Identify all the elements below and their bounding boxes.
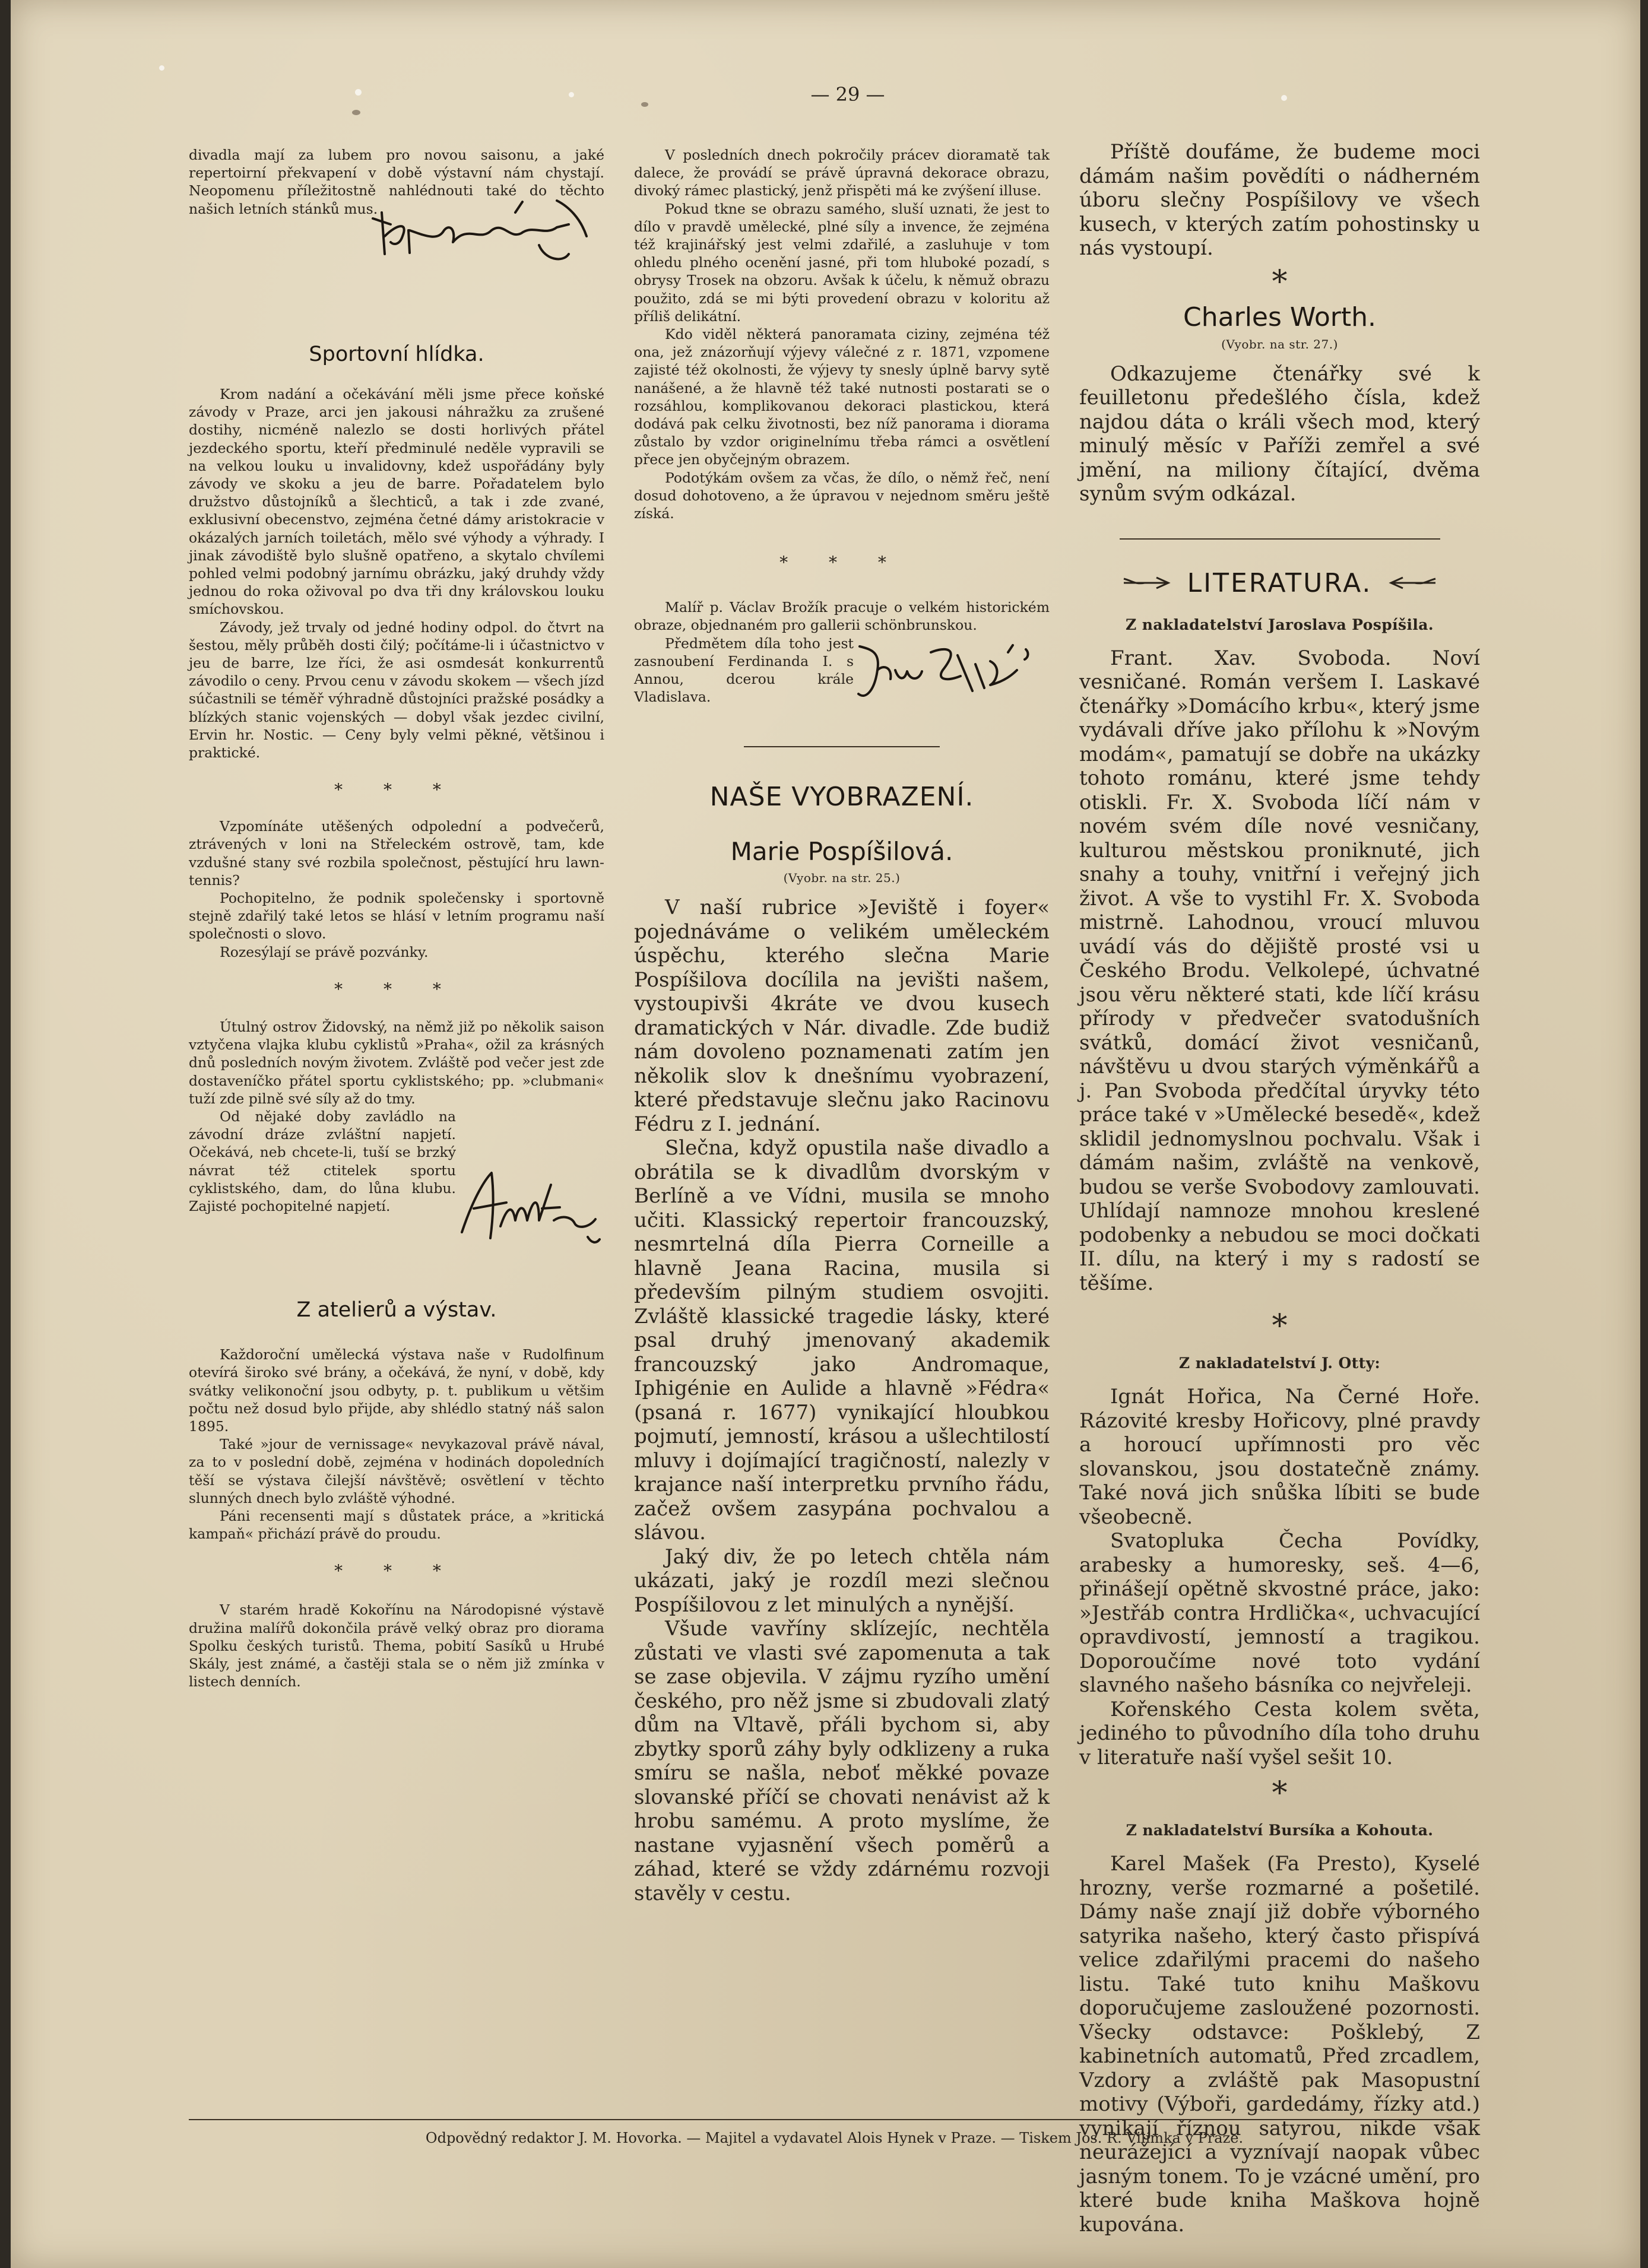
publisher-heading-pospisil: Z nakladatelství Jaroslava Pospíšila. [1125,616,1434,633]
review-paragraph: Frant. Xav. Svoboda. Noví vesničané. Román veršem I. Laskavé čtenářky »Domácího krbu«, který jsme vydávali dříve jako přílohu k »Novým modám«, pamatují se dobře na ukázky tohoto románu, které jsme tehdy otiskli. Fr. X. Svoboda líčí nám v novém svém díle nové vesničany, kulturou městskou proniknuté, jich snahy a touhy, vnitřní i veřejný jich život. A vše to vystihl Fr. X. Svoboda mistrně. Lahodnou, vroucí mluvou uvádí vás do dějiště prosté vsi u Českého Brodu. Velkolepé, úchvatné jsou věru některé stati, kde líčí krásu přírody v předvečer svatodušních svátků, domácí život vesničanů, návštěvu u dvou starých výměnkářů a j. Pan Svoboda předčítal úryvky této práce také v »Umělecké besedě«, kdež sklidil jednomyslnou pochvalu. Však i dámám našim, zvláště na venkově, budou se verše Svobodovy zamlouvati. Uhlídají namnoze mnohou kreslené podobenky a nebudou se moci dočkati II. dílu, na který i my s radostí se těšíme. [1079,646,1480,1295]
column-3 [1079,140,1480,2237]
review-paragraph: Ignát Hořica, Na Černé Hoře. Rázovité kresby Hořicovy, plné pravdy a horoucí upřímnosti pro věc slovanskou, jsou dostatečně známy. Také nová jich snůška líbiti se bude všeobecně. [1079,1385,1480,1529]
footer-rule [189,2119,1480,2120]
diorama-paragraph: Kdo viděl některá panoramata ciziny, zejména též ona, jež znázorňují výjevy válečné z r. 1871, vzpomene zajisté též okolnosti, že výjevy ty snesly úplně barvy sytě nanášené, a že hlavně též také nutnosti postarati se o rozsáhlou, komplikovanou dekoraci plastickou, která dodává pak celku životnosti, bez níž panorama i diorama zůstalo by vzdor originelnímu třeba rámci a osvětlení přece jen obyčejným obrazem. [634,326,1050,468]
review-paragraph: Karel Mašek (Fa Presto), Kyselé hrozny, verše rozmarné a pošetilé. Dámy naše znají již dobře výborného satyrika našeho, který často přispívá velice zdařilými pracemi do našeho listu. Také tuto knihu Maškovu doporučujeme zasloužené pozornosti. Všecky odstavce: Pošklebý, Z kabinetních automatů, Před zrcadlem, Vzdory a zvláště pak Masopustní motivy (Výboři, gardedámy, řízky atd.) vynikají říznou satyrou, nikde však neurážející a vyznívají naopak vůbec jasným tonem. To je vzácné umění, pro které bude kniha Maškova hojně kupována. [1079,1852,1480,2237]
section-divider [744,746,940,747]
exhibition-paragraph: Každoroční umělecká výstava naše v Rudolfinum otevírá široko své brány, a očekává, že nyní, v době, kdy svátky velikonoční jsou odbyty, p. t. publikum u většim počtu než dosud bylo přijde, aby shlédlo statný náš salon 1895. [189,1346,604,1435]
paper-spot [355,89,362,96]
section-separator-stars: * * * [334,979,459,999]
section-divider [1120,538,1440,540]
sport-paragraph: Krom nadání a očekávání měli jsme přece koňské závody v Praze, arci jen jakousi náhražku za zrušené dostihy, nicméně nalezlo se dosti horlivých přátel jezdeckého sportu, kteří předminulé neděle vypravili se na velkou louku u invalidovny, kdež uspořádány byly závody ve skoku a jeu de barre. Pořadatelem bylo družstvo důstojníků a šlechticů, a tak i zde zvané, exklusivní obecenstvo, zejména četné dámy aristokracie v okázalých jarních toiletách, mělo své výhody a výhrady. I jinak závodiště bylo slušně opatřeno, a skytalo chvílemi pohled velmi podobný jarnímu obrázku, jaký druhdy vždy jednou do roka oživoval po dva tři dny královskou louku smíchovskou. [189,386,604,618]
sport-paragraph: Závody, jež trvaly od jedné hodiny odpol. do čtvrt na šestou, měly průběh dosti čilý; počítáme-li i účastnictvo v jeu de barre, lze říci, že asi osmdesát konkurrentů závodilo o ceny. Prvou cenu v závodu skokem — všech jízd súčastnili se téměř výhradně důstojníci pražské posádky a blízkých stanic vojenských — dobyl však jezdec civilní, Ervin hr. Nostic. — Ceny byly velmi pěkné, většinou i praktické. [189,618,604,762]
signature-jan-zitkay [848,635,1038,712]
kokorin-paragraph: V starém hradě Kokořínu na Národopisné výstavě družina malířů dokončila právě velký obraz pro diorama Spolku českých turistů. Thema, pobití Sasíků u Hrubé Skály, jest známé, a častěji stala se o něm již zmínka v listech denních. [189,1601,604,1690]
star-separator: * [1272,1308,1288,1344]
review-paragraph: Kořenského Cesta kolem světa, jediného to původního díla toho druhu v literatuře naší vyšel sešit 10. [1079,1697,1480,1769]
signature-kazimir [367,189,604,272]
tennis-paragraph: Rozesýlají se právě pozvánky. [220,943,429,960]
publisher-heading-otto: Z nakladatelství J. Otty: [1178,1355,1381,1372]
footer-imprint: Odpovědný redaktor J. M. Hovorka. — Majitel a vydavatel Alois Hynek v Praze. — Tiskem Jos. R. Vilímka v Praze. [425,2130,1244,2146]
worth-figure-note: (Vyobr. na str. 27.) [1221,337,1338,351]
paper-spot [1281,95,1287,101]
cycling-paragraph: Útulný ostrov Židovský, na němž již po několik saison vztyčena vlajka klubu cyklistů »Praha«, ožil za krásných dnů posledních novým životem. Zvláště pod večer jest zde dostaveníčko přátel sportu cyklistského; pp. »clubmani« tuží zde pilně své síly až do tmy. [189,1018,604,1107]
literatura-heading: LITERATURA. [1187,567,1373,598]
exhibition-paragraph: Páni recensenti mají s důstatek práce, a »kritická kampaň« přichází právě do proudu. [189,1507,604,1543]
star-separator: * [1272,1775,1288,1811]
section-separator-stars: * * * [334,780,459,800]
review-paragraph: Svatopluka Čecha Povídky, arabesky a humoresky, seš. 4—6, přinášejí opětně skvostné práce, jako: »Jestřáb contra Hrdlička«, uchvacující opravdivostí, jemností a tragikou. Doporoučíme nové toto vydání slavného našeho básníka co nejvřeleji. [1079,1529,1480,1697]
next-issue-paragraph: Příště doufáme, že budeme moci dámám našim povědíti o nádherném úboru slečny Pospíšilovy ve všech kusech, v kterých zatím pohostinsky u nás vystoupí. [1079,140,1480,260]
column-1 [189,146,604,1690]
intro-paragraph: divadla mají za lubem pro novou saisonu, a jaké repertoirní překvapení v době výstavní nám chystají. Neopomenu příležitostně nahlédnouti také do těchto našich letních stánků mus. [189,147,604,217]
marie-paragraph: Všude vavříny sklízejíc, nechtěla zůstati ve vlasti své zapomenuta a tak se zase objevila. V zájmu ryzího umění českého, pro něž jsme si zbudovali zlatý dům na Vltavě, přáli bychom si, aby zbytky sporů záhy byly odklizeny a ruka smíru se našla, neboť měkké povaze slovanské příčí se chovati nenávist až k hrobu samému. A proto myslíme, že nastane vyjasnění všech poměrů a záhad, které se vždy zdárnému rozvoji stavěly v cestu. [634,1617,1050,1905]
ateliers-heading: Z atelierů a výstav. [296,1298,497,1322]
sport-heading: Sportovní hlídka. [309,342,484,366]
signature-amaterus [450,1161,604,1250]
paper-spot [352,110,360,115]
marie-paragraph: Jaký div, že po letech chtěla nám ukázati, jaký je rozdíl mezi slečnou Pospíšilovou z let minulých a nynější. [634,1544,1050,1617]
brozik-paragraph: Malíř p. Václav Brožík pracuje o velkém historickém obraze, objednaném pro gallerii schönbrunskou. [634,599,1050,634]
column-2 [634,146,1050,1905]
marie-paragraph: Slečna, když opustila naše divadlo a obrátila se k divadlům dvorským v Berlíně a ve Vídni, musila se mnoho učiti. Klassický repertoir francouzský, nesmrtelná díla Pierra Corneille a hlavně Jeana Racina, musila si především pilným studiem osvojiti. Zvláště klassické tragedie lásky, které psal druhý jmenovaný akademik francouzský jako Andromaque, Iphigénie en Aulide a hlavně »Fédra« (psaná r. 1677) vynikající hloubkou pojmutí, jemností, krásou a ušlechtilostí mluvy i dojímající tragičností, nalezly v krajance naší interpretku prvního řádu, začež ovšem zasypána pochvalou a slávou. [634,1136,1050,1545]
nase-vyobrazeni-heading: NAŠE VYOBRAZENÍ. [709,782,974,813]
marie-paragraph: V naší rubrice »Jeviště i foyer« pojednáváme o velikém uměleckém úspěchu, kterého slečna Marie Pospíšilova docílila na jevišti našem, vystoupivši 4kráte ve dvou kusech dramatických v Nár. divadle. Zde budiž nám dovoleno poznamenati zatím jen několik slov k dnešnímu vyobrazení, které představuje slečnu jako Racinovu Fédru z I. jednání. [634,896,1050,1136]
marie-heading: Marie Pospíšilová. [730,837,953,867]
newspaper-page [11,0,1640,2268]
worth-heading: Charles Worth. [1183,302,1376,332]
tennis-paragraph: Pochopitelno, že podnik společensky i sportovně stejně zdařilý také letos se hlásí v letním programu naší společnosti o slovo. [189,890,604,943]
marie-figure-note: (Vyobr. na str. 25.) [783,871,901,886]
paper-spot [569,92,574,97]
page-number: — 29 — [810,83,885,106]
section-separator-stars: * * * [779,553,904,573]
cycling-paragraph: Od nějaké doby zavládlo na závodní dráze zvláštní napjetí. Očekává, neb chcete-li, tuší se brzký návrat též ctitelek sportu cyklistského, dam, do lůna klubu. Zajisté pochopitelné napjetí. [189,1108,456,1214]
paper-spot [641,102,648,107]
section-separator-stars: * * * [334,1561,459,1581]
diorama-paragraph: V posledních dnech pokročily prácev dioramatě tak dalece, že provádí se právě úpravná dekorace obrazu, divoký rámec plastický, jenž přispěti má ke zvýšení illuse. [634,147,1050,199]
worth-paragraph: Odkazujeme čtenářky své k feuilletonu předešlého čísla, kdež najdou dáta o králi všech mod, který minulý měsíc v Paříži zemřel a své jmění, na miliony čítající, dvěma synům svým odkázal. [1079,361,1480,506]
tennis-paragraph: Vzpomínáte utěšených odpolední a podvečerů, ztrávených v loni na Střeleckém ostrově, tam, kde vzdušné stany své rozbila společnost, pěstující hru lawn-tennis? [189,818,604,889]
paper-spot [159,65,164,71]
literatura-header [1079,568,1480,598]
star-separator: * [1272,264,1288,300]
ornament-left-icon [1121,574,1174,592]
exhibition-paragraph: Také »jour de vernissage« nevykazoval právě nával, za to v poslední době, zejména v hodinách dopoledních těší se výstava čilejší návštěvě; osvětlení v těchto slunných dnech bylo zvláště výhodné. [189,1436,604,1506]
ornament-right-icon [1385,574,1438,592]
brozik-paragraph: Předmětem díla toho jest zasnoubení Ferdinanda I. s Annou, dcerou krále Vladislava. [634,635,854,706]
diorama-paragraph: Podotýkám ovšem za včas, že dílo, o němž řeč, není dosud dohotoveno, a že úpravou v nejednom směru ještě získá. [634,469,1050,522]
publisher-heading-bursik: Z nakladatelství Bursíka a Kohouta. [1126,1822,1434,1839]
diorama-paragraph: Pokud tkne se obrazu samého, sluší uznati, že jest to dílo v pravdě umělecké, plné síly a invence, že zejména též krajinářský jest velmi zdařilé, a zasluhuje v tom ohledu plného ocenění jasné, při tom hluboké pozadí, s obrysy Trosek na obzoru. Avšak k účelu, k němuž obrazu použito, zdá se mi býti provedení obrazu v koloritu až příliš delikátní. [634,200,1050,325]
